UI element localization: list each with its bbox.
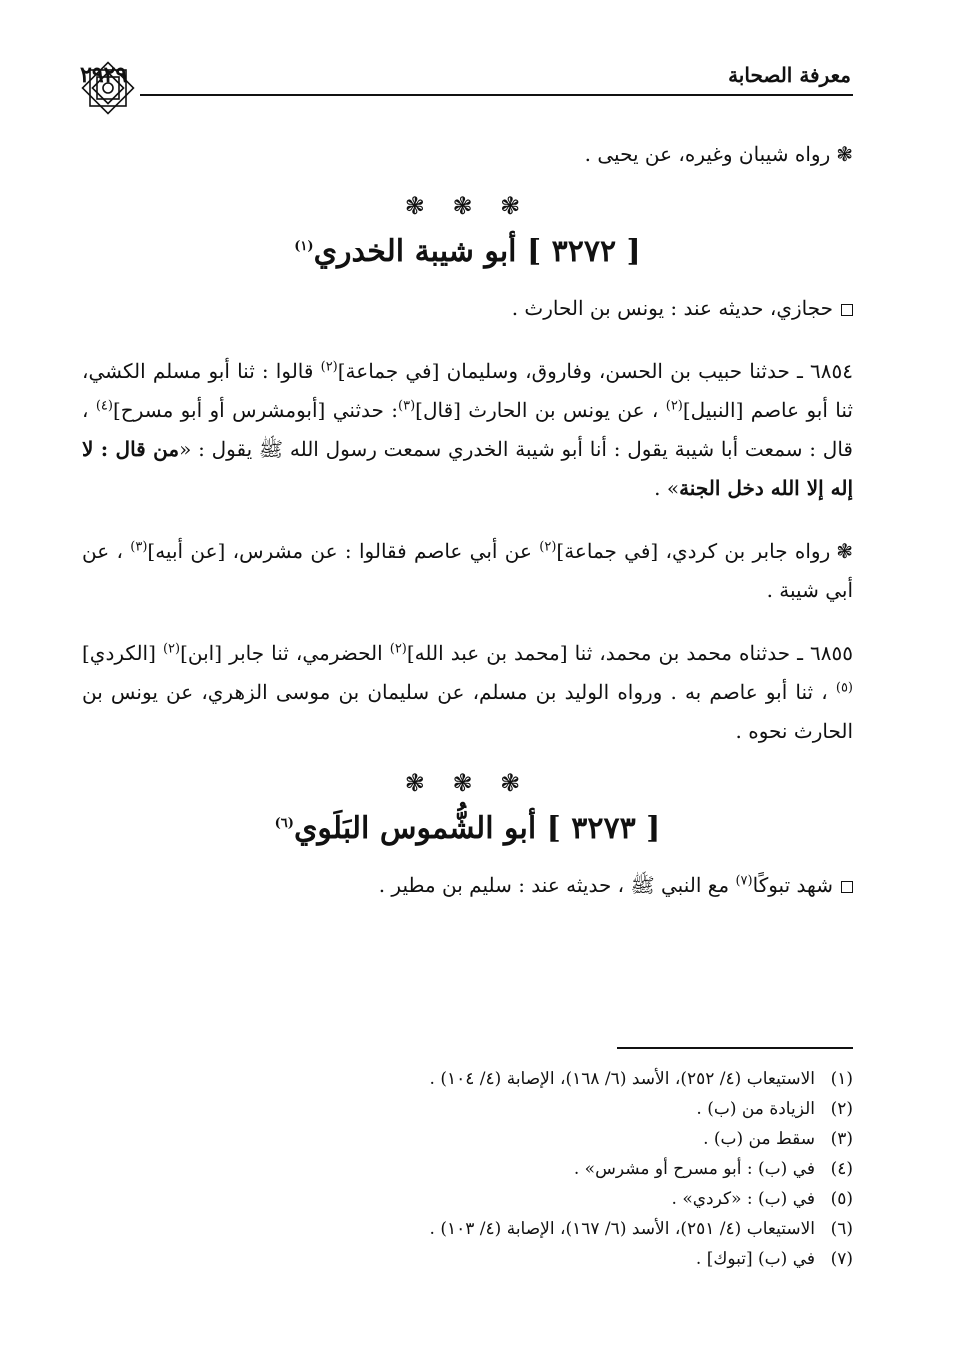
entry-title-3273 — [82, 811, 853, 846]
section-separator: ❃ ❃ ❃ — [404, 769, 531, 797]
hadith-text: من قال : لا إله إلا الله دخل الجنة — [82, 437, 853, 500]
page-header — [80, 55, 851, 95]
footnote-ref: (٢) — [389, 641, 407, 657]
footnote-item: (٤) في (ب) : أبو مسرح أو مشرس» . — [573, 1159, 853, 1179]
octagonal-star-ornament-icon — [78, 58, 138, 118]
footnote-ref: (٢) — [539, 539, 557, 555]
entry-number: [ ٣٢٧٣ ] — [546, 811, 661, 846]
riwaya-note-1: ❃رواه شيبان وغيره، عن يحيى . — [584, 142, 853, 166]
footnote-ref: (٥) — [835, 680, 853, 696]
entry-name: أبو الشُّموس البَلَوي — [293, 811, 537, 846]
section-separator: ❃ ❃ ❃ — [404, 192, 531, 220]
footnote-ref: (٣) — [130, 539, 148, 555]
footnote-item: (١) الاستيعاب (٤/ ٢٥٢)، الأسد (٦/ ١٦٨)، الإصابة (٤/ ١٠٤) . — [429, 1069, 853, 1089]
page-content — [82, 135, 853, 905]
footnote-ref: (٣) — [398, 398, 416, 414]
footnote-ref: (١) — [294, 239, 314, 254]
footnote-ref: (٧) — [735, 873, 753, 889]
hadith-6855: ٦٨٥٥ ـ حدثناه محمد بن محمد، ثنا [محمد بن عبد الله]$^{(٢)}$ الحضرمي، ثنا جابر [ابن]$^{(٢)}$ [الكردي]$^{(٥)}$ ، ثنا أبو عاصم به . ورواه الوليد بن مسلم، عن سليمان بن موسى الزهري، عن يونس بن الحارث نحوه . — [82, 641, 853, 743]
footnote-item: (٧) في (ب) [تبوك] . — [695, 1249, 853, 1269]
footnote-ref: (٢) — [162, 641, 181, 657]
footnote-item: (٦) الاستيعاب (٤/ ٢٥١)، الأسد (٦/ ١٦٧)، الإصابة (٤/ ١٠٣) . — [429, 1219, 853, 1239]
header-rule — [140, 94, 853, 96]
hadith-6854: ٦٨٥٤ ـ حدثنا حبيب بن الحسن، وفاروق، وسليمان [في جماعة]$^{(٢)}$ قالوا : ثنا أبو مسلم الكشي، ثنا أبو عاصم [النبيل]$^{(٢)}$ ، عن يونس بن الحارث [قال]$^{(٣)}$: حدثني [أبومشرس أو أبو مسرح]$^{(٤)}$ ، قال : سمعت أبا شيبة يقول : أنا أبو شيبة الخدري سمعت رسول الله ﷺ يقول : «من قال : لا إله إلا الله دخل الجنة» . — [82, 359, 853, 500]
footnote-item: (٢) الزيادة من (ب) . — [696, 1099, 853, 1119]
footnote-ref: (٢) — [320, 359, 338, 375]
page-number: ٢٩٢٩ — [80, 62, 128, 88]
entry-title-3272 — [82, 234, 853, 269]
footnote-item: (٣) سقط من (ب) . — [703, 1129, 853, 1149]
entry-intro: شهد تبوكًا$^{(٧)}$ مع النبي ﷺ ، حديثه عند : سليم بن مطير . — [82, 866, 853, 905]
entry-intro: حجازي، حديثه عند : يونس بن الحارث . — [82, 289, 853, 328]
footnote-ref: (٤) — [95, 398, 113, 414]
entry-name: أبو شيبة الخدري — [313, 234, 517, 269]
entry-number: [ ٣٢٧٢ ] — [526, 234, 641, 269]
asterisk-icon: ❃ — [836, 142, 853, 166]
footnotes — [300, 1064, 853, 1274]
footnote-item: (٥) في (ب) : «كردي» . — [671, 1189, 853, 1209]
riwaya-note-2: ❃رواه جابر بن كردي، [في جماعة]$^{(٢)}$ عن أبي عاصم فقالوا : عن مشرس، [عن أبيه]$^{(٣)}$ ، عن أبي شيبة . — [82, 539, 854, 602]
square-bullet-icon — [841, 881, 853, 893]
footnote-rule — [617, 1047, 853, 1049]
footnote-ref: (٢) — [665, 398, 683, 414]
asterisk-icon: ❃ — [836, 539, 854, 563]
footnote-ref: (٦) — [274, 816, 294, 831]
square-bullet-icon — [841, 304, 853, 316]
book-title: معرفة الصحابة — [728, 63, 851, 87]
